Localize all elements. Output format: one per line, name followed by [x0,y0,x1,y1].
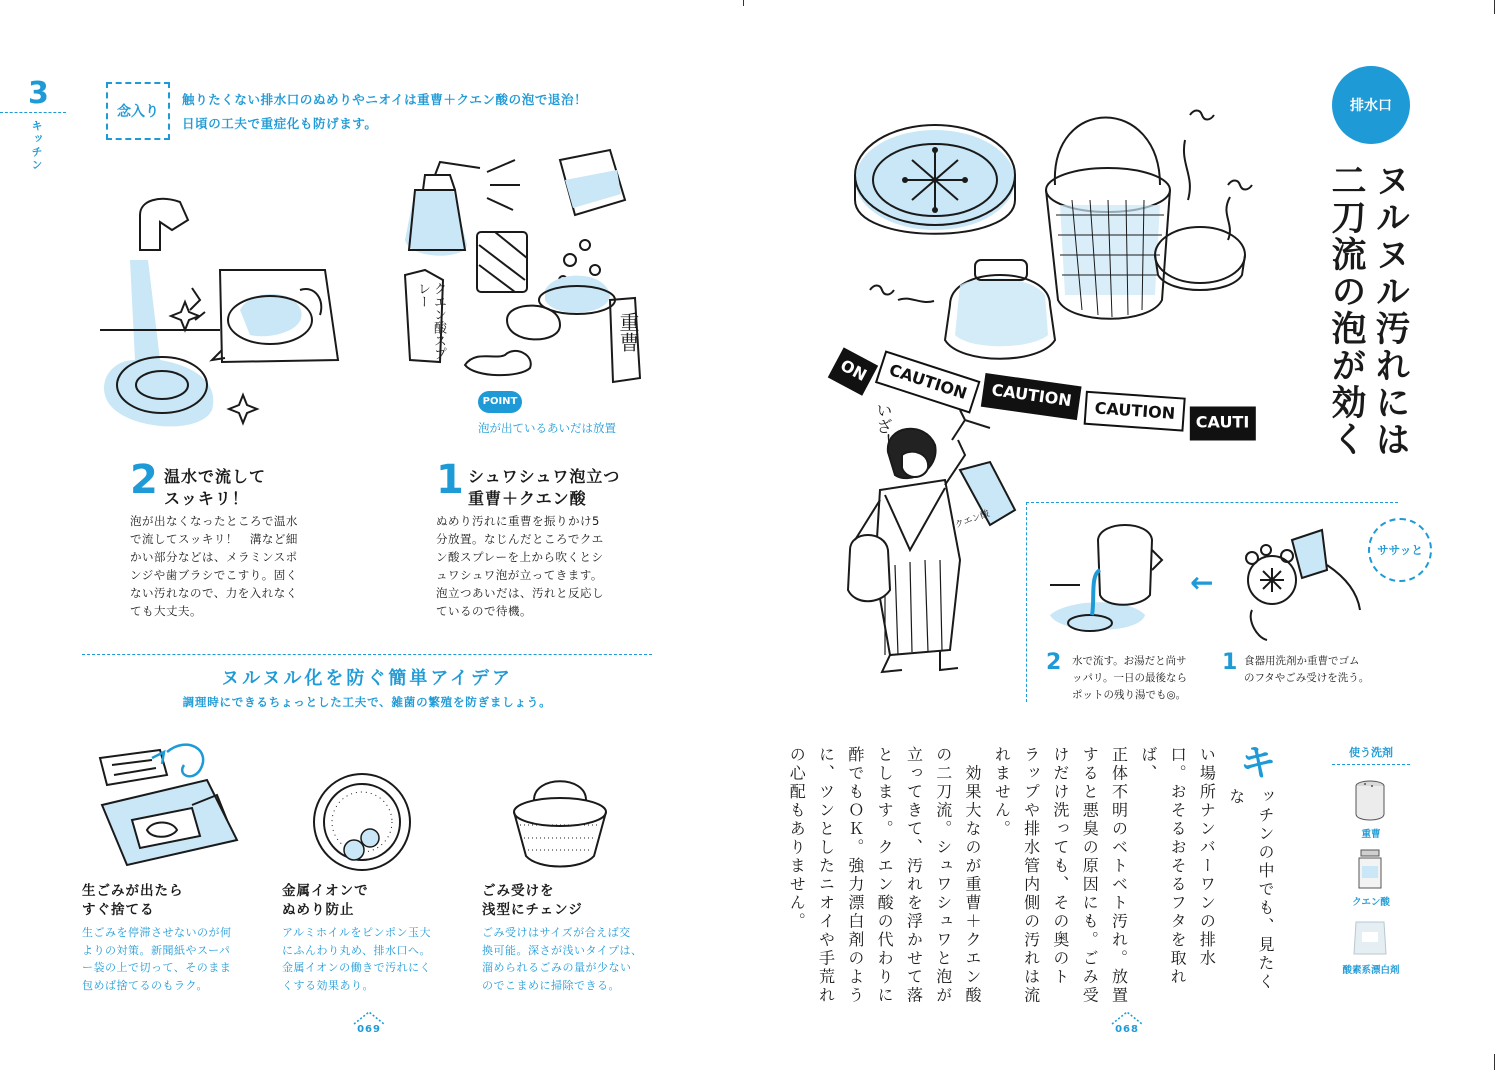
step1-body-line: ぬめり汚れに重曹を振りかけ5 [436,514,600,528]
caution-segment: ON [828,347,878,395]
chapter-number: 3 [28,76,49,111]
cleaning-samurai-illustration [840,400,1030,680]
mini-step2-body [1072,653,1187,704]
tip-body [82,924,262,994]
body-line: すると悪臭の原因にも。ごみ受 [1080,746,1100,1005]
caution-segment: CAUTI [1190,407,1256,441]
step1-body-line: ュワシュワ泡が立ってきます。 [436,568,603,582]
intro-badge [106,82,170,140]
tip-body-line: くする効果あり。 [282,978,374,992]
body-line: 口。おそるおそるフタを取れば、 [1138,746,1188,987]
body-line: 立ってきて、汚れを浮かせて落 [904,746,924,1005]
tip-body-line: 溜められるごみの量が少ない [482,961,632,974]
body-line: ッチンの中でも、見たくな [1226,788,1275,992]
point-badge-label: POINT [482,396,518,407]
step1-number: 1 [436,457,464,503]
illus-label-soda: 重曹 [616,312,640,352]
step1-body-line: 泡立つあいだは、汚れと反応し [436,586,604,600]
washing-lid-illustration [1232,520,1362,640]
citric-acid-icon [1355,848,1385,892]
step2-body-line: で流してスッキリ！ 溝など細 [130,532,298,546]
shout-text: いざ！ [874,402,893,450]
mini-step1-line: 食器用洗剤か重曹でゴム [1244,655,1360,667]
tip-card [482,882,662,994]
body-line: 効果大なのが重曹＋クエン酸 [963,746,983,1005]
detergent-label: クエン酸 [1352,897,1390,908]
illus-label-spray: クエン酸スプレー [415,282,446,360]
foil-ball-strainer-illustration [310,770,415,875]
tip-body [482,924,662,994]
tip-body-line: 包めば捨てるのもラク。 [82,978,209,992]
tip-body-line: のでこまめに掃除できる。 [482,978,620,992]
step2-title-line-2: スッキリ！ [164,489,249,508]
step1-title-line-1: シュワシュワ泡立つ [468,467,621,486]
tip-body-line: 換可能。深さが浅いタイプは、 [482,943,643,957]
intro-line-2: 日頃の工夫で重症化も防げます。 [182,116,378,131]
body-line: 酢でもＯＫ。強力漂白剤のよう [845,746,865,1005]
mini-step2-number: 2 [1046,650,1062,675]
tip-body-line: ー袋の上で切って、そのまま [82,961,232,974]
tip-card [82,882,262,994]
tip-title-line-1: 生ごみが出たら [82,883,184,899]
body-line: 正体不明のベトベト汚れ。放置 [1109,746,1129,1005]
faucet-drain-illustration [100,190,350,440]
category-badge-label: 排水口 [1350,98,1392,114]
point-caption: 泡が出ているあいだは放置 [478,421,616,435]
tip-body-line: 生ごみを停滞させないのが何 [82,926,232,939]
mini-step1-line: のフタやごみ受けを洗う。 [1244,672,1370,684]
body-line: れません。 [992,746,1012,839]
mini-step2-line: 水で流す。お湯だと尚サ [1072,655,1187,667]
chapter-label: キッチン [30,120,43,172]
tip-title-line-2: ぬめり防止 [282,902,355,918]
headline-column-1: ヌルヌル汚れには [1370,162,1410,458]
oxygen-bleach-icon [1350,918,1390,958]
body-line: に、ツンとしたニオイや手荒れ [816,746,836,1005]
step2-body-line: ンジや歯ブラシでこすり。固く [130,568,298,582]
point-badge [478,391,522,413]
step2-body [130,512,298,620]
step1-title-line-2: 重曹＋クエン酸 [468,489,587,508]
page-number-right: 068 [1115,1024,1139,1035]
caution-segment: CAUTION [1084,391,1187,432]
step2-body-line: ない汚れなので、力を入れなく [130,586,298,600]
step1-body-line: ン酸スプレーを上から吹くとシ [436,550,604,564]
mini-step2-line: ポットの残り湯でも◎。 [1072,689,1187,701]
step1-body [436,512,604,620]
arrow-left-icon: ← [1190,566,1214,599]
gutter-tick [743,0,744,6]
tip-title-line-2: 浅型にチェンジ [482,902,583,918]
sassa-badge-label: ササッと [1377,543,1423,557]
detergents-title: 使う洗剤 [1349,746,1393,759]
ideas-subtitle: 調理時にできるちょっとした工夫で、雑菌の繁殖を防ぎましょう。 [182,695,552,709]
crop-mark-top-right [1494,0,1495,14]
tip-body-line: ごみ受けはサイズが合えば交 [482,926,631,939]
tip-title-line-1: ごみ受けを [482,883,555,899]
ideas-divider [82,654,652,655]
body-line: の二刀流。シュワシュワと泡が [933,746,953,1005]
step1-body-line: ているので待機。 [436,604,532,618]
bottle-label: クエン酸 [953,509,991,531]
intro-badge-label: 念入り [117,104,159,120]
tip-body-line: にふんわり丸め、排水口へ。 [282,943,432,957]
headline-column-2: 二刀流の泡が効く [1326,162,1366,458]
body-drop-cap: キ [1240,743,1277,784]
ideas-title: ヌルヌル化を防ぐ簡単アイデア [221,668,513,689]
page-number-left: 069 [357,1024,381,1035]
tip-title-line-2: すぐ捨てる [82,902,155,918]
tip-body [282,924,462,994]
body-line: ラップや排水管内側の汚れは流 [1021,746,1041,1005]
step2-title-line-1: 温水で流して [164,467,267,486]
mini-step2-line: ッパリ。一日の最後なら [1072,672,1187,684]
crop-mark-bottom-right [1494,1054,1495,1070]
mini-step1-body [1244,653,1369,687]
step2-body-line: ても大丈夫。 [130,604,202,618]
pot-drain-illustration [1050,520,1170,640]
category-badge [1332,66,1410,144]
intro-line-1: 触りたくない排水口のぬめりやニオイは重曹＋クエン酸の泡で退治！ [182,92,588,107]
drain-parts-illustration [850,105,1250,365]
chapter-rule [0,112,66,113]
body-line: い場所ナンバーワンの排水 [1197,746,1217,968]
newspaper-scraps-illustration [92,740,242,865]
tip-body-line: 金属イオンの働きで汚れにく [282,961,432,974]
body-line: けだけ洗っても、その奥のト [1050,746,1070,987]
mini-step1-number: 1 [1222,650,1238,675]
step2-body-line: 泡が出なくなったところで温水 [130,514,298,528]
body-text [787,743,1280,1006]
step2-number: 2 [130,457,158,503]
body-line: とします。クエン酸の代わりに [875,746,895,1005]
body-line: の心配もありません。 [787,746,807,931]
shallow-basket-illustration [508,770,613,875]
detergents-rule [1332,764,1410,765]
tip-card [282,882,462,994]
tip-body-line: アルミホイルをピンポン玉大 [282,926,432,939]
detergent-label: 重曹 [1361,829,1381,840]
caution-segment: CAUTION [981,373,1081,420]
tip-title-line-1: 金属イオンで [282,883,369,899]
caution-segment: CAUTION [875,350,981,413]
step2-body-line: かい部分などは、メラミンスポ [130,550,298,564]
baking-soda-icon [1350,778,1390,822]
sassa-badge [1368,518,1432,582]
detergent-label: 酸素系漂白剤 [1342,965,1400,976]
tip-body-line: よりの対策。新聞紙やスーパ [82,943,231,957]
step1-body-line: 分放置。なじんだところでクエ [436,532,604,546]
